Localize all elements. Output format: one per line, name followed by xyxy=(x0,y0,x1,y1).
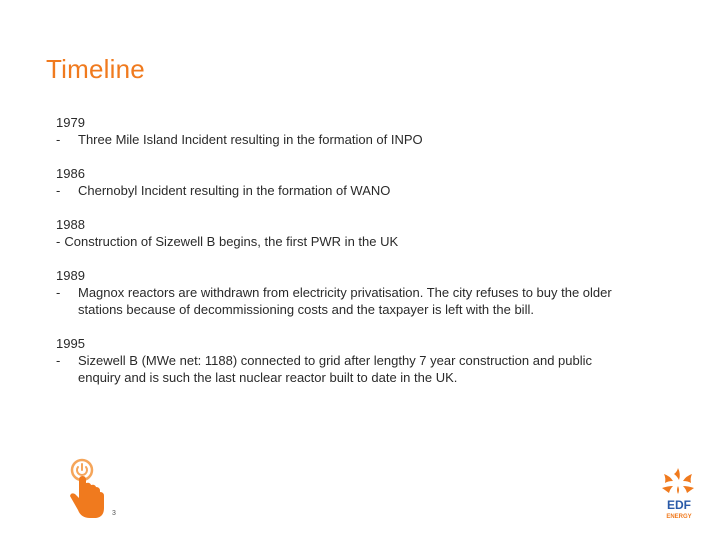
timeline-list xyxy=(56,114,616,403)
entry-year: 1979 xyxy=(56,115,85,130)
timeline-entry-1988 xyxy=(56,216,616,250)
entry-text: Sizewell B (MWe net: 1188) connected to grid after lengthy 7 year construction and public enquiry and is such the last nuclear reactor built to date in the UK. xyxy=(78,353,593,385)
timeline-entry-1979 xyxy=(56,114,616,148)
entry-dash: - xyxy=(56,132,61,147)
entry-dash: - xyxy=(56,234,61,249)
entry-year: 1988 xyxy=(56,217,85,232)
logo-brand-text: EDF xyxy=(667,498,691,512)
entry-text: Three Mile Island Incident resulting in the formation of INPO xyxy=(78,132,423,147)
entry-dash: - xyxy=(56,285,61,300)
entry-year: 1986 xyxy=(56,166,85,181)
edf-energy-logo xyxy=(656,464,702,522)
entry-dash: - xyxy=(56,183,61,198)
entry-year: 1995 xyxy=(56,336,85,351)
hand-pointer-power-icon xyxy=(64,458,108,524)
timeline-entry-1995 xyxy=(56,335,616,386)
slide-title: Timeline xyxy=(46,54,145,84)
timeline-entry-1989 xyxy=(56,267,616,318)
entry-text: Chernobyl Incident resulting in the formation of WANO xyxy=(78,183,391,198)
entry-text: Construction of Sizewell B begins, the first PWR in the UK xyxy=(64,234,399,249)
logo-sub-text: ENERGY xyxy=(666,514,692,520)
entry-year: 1989 xyxy=(56,268,85,283)
entry-dash: - xyxy=(56,353,61,368)
entry-text: Magnox reactors are withdrawn from electricity privatisation. The city refuses to buy the older stations because of decommissioning costs and the taxpayer is left with the bill. xyxy=(78,285,612,317)
page-number: 3 xyxy=(112,510,116,517)
timeline-entry-1986 xyxy=(56,165,616,199)
